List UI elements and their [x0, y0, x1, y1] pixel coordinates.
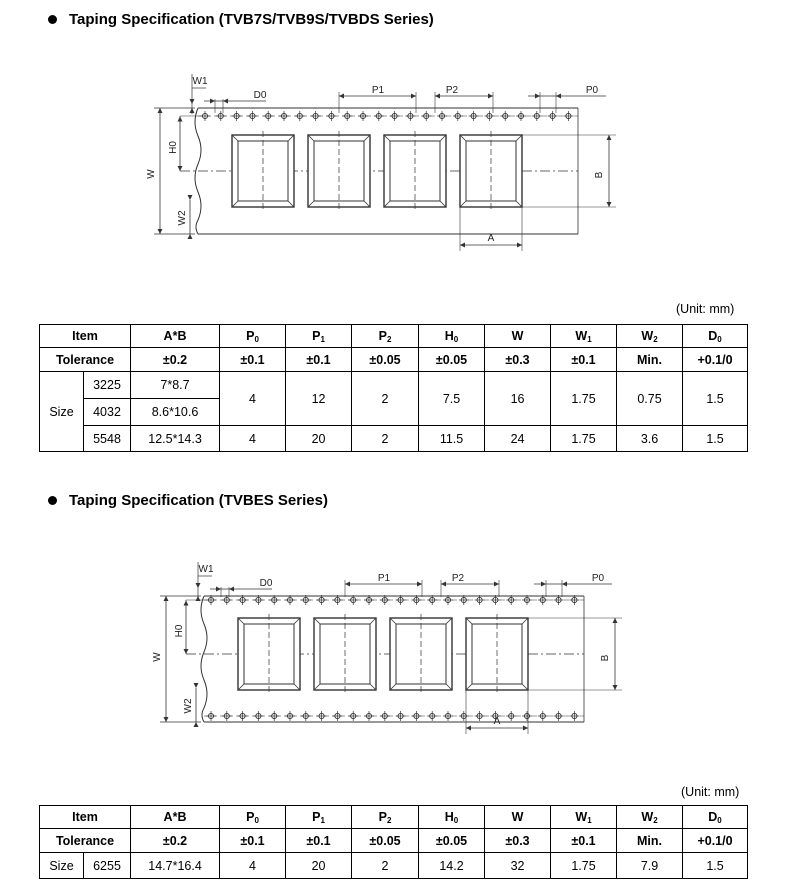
tolerance-w: ±0.3: [485, 829, 551, 853]
label-w: W: [152, 652, 163, 662]
cell-w2: 7.9: [617, 853, 683, 879]
cell-w: 24: [485, 426, 551, 452]
cell-h0: 14.2: [419, 853, 485, 879]
label-h0: H0: [168, 141, 179, 154]
tolerance-w2: Min.: [617, 829, 683, 853]
arrowhead: [339, 94, 344, 99]
cell-p2: 2: [352, 426, 419, 452]
label-w2: W2: [177, 210, 188, 226]
size-ab: 14.7*16.4: [131, 853, 220, 879]
arrowhead: [164, 596, 169, 601]
header-w2: $W_2$: [617, 806, 683, 829]
arrowhead: [188, 195, 193, 200]
size-code: 3225: [84, 372, 131, 399]
tolerance-p2: ±0.05: [352, 829, 419, 853]
arrowhead: [607, 202, 612, 207]
arrowhead: [523, 726, 528, 731]
header-item: Item: [40, 325, 131, 348]
cell-w: 16: [485, 372, 551, 426]
arrowhead: [441, 582, 446, 587]
tolerance-h0: ±0.05: [419, 348, 485, 372]
label-p1: P1: [371, 85, 385, 96]
tolerance-d0: +0.1/0: [683, 348, 748, 372]
tolerance-ab: ±0.2: [131, 829, 220, 853]
arrowhead: [607, 135, 612, 140]
arrowhead: [184, 601, 189, 606]
cell-p0: 4: [220, 853, 286, 879]
arrowhead: [556, 94, 561, 99]
label-p0: P0: [585, 85, 599, 96]
label-a: A: [493, 716, 501, 727]
bullet-icon: [48, 496, 57, 505]
label-d0: D0: [259, 578, 273, 589]
section1-title: [48, 11, 434, 28]
cell-w2: 3.6: [617, 426, 683, 452]
cell-p2: 2: [352, 372, 419, 426]
size-code: 4032: [84, 399, 131, 426]
cell-d0: 1.5: [683, 426, 748, 452]
cell-p1: 20: [286, 426, 352, 452]
cell-h0: 11.5: [419, 426, 485, 452]
arrowhead: [178, 166, 183, 171]
header-p0: $P_0$: [220, 325, 286, 348]
header-p0: $P_0$: [220, 806, 286, 829]
arrowhead: [460, 243, 465, 248]
header-p1: $P_1$: [286, 806, 352, 829]
arrowhead: [223, 99, 228, 104]
tolerance-label: Tolerance: [40, 829, 131, 853]
header-p2: $P_2$: [352, 325, 419, 348]
cell-p0: 4: [220, 372, 286, 426]
cell-w: 32: [485, 853, 551, 879]
label-b: B: [600, 654, 611, 662]
section1-unit: (Unit: mm): [676, 302, 735, 316]
cell-w1: 1.75: [551, 853, 617, 879]
cell-p0: 4: [220, 426, 286, 452]
label-d0: D0: [253, 90, 267, 101]
label-h0: H0: [174, 624, 185, 638]
header-h0: $H_0$: [419, 806, 485, 829]
spec-table-2: [39, 805, 748, 879]
arrowhead: [613, 685, 618, 690]
header-p1: $P_1$: [286, 325, 352, 348]
header-d0: $D_0$: [683, 325, 748, 348]
tolerance-w2: Min.: [617, 348, 683, 372]
tolerance-p0: ±0.1: [220, 829, 286, 853]
header-p2: $P_2$: [352, 806, 419, 829]
size-ab: 8.6*10.6: [131, 399, 220, 426]
arrowhead: [517, 243, 522, 248]
section2-unit: (Unit: mm): [681, 785, 740, 799]
size-ab: 12.5*14.3: [131, 426, 220, 452]
size-code: 6255: [84, 853, 131, 879]
cell-p1: 12: [286, 372, 352, 426]
section2-title: [48, 492, 328, 509]
tolerance-p2: ±0.05: [352, 348, 419, 372]
arrowhead: [194, 683, 199, 688]
tolerance-w1: ±0.1: [551, 348, 617, 372]
cell-d0: 1.5: [683, 853, 748, 879]
header-d0: $D_0$: [683, 806, 748, 829]
tape-break-left: [201, 596, 207, 722]
tolerance-p0: ±0.1: [220, 348, 286, 372]
arrowhead: [229, 587, 234, 592]
header-ab: A*B: [131, 806, 220, 829]
arrowhead: [190, 99, 195, 104]
arrowhead: [190, 108, 195, 113]
arrowhead: [494, 582, 499, 587]
arrowhead: [184, 649, 189, 654]
header-ab: A*B: [131, 325, 220, 348]
arrowhead: [562, 582, 567, 587]
label-w2: W2: [183, 698, 194, 714]
header-w1: $W_1$: [551, 325, 617, 348]
bullet-icon: [48, 15, 57, 24]
arrowhead: [541, 582, 546, 587]
header-item: Item: [40, 806, 131, 829]
arrowhead: [178, 117, 183, 122]
header-w1: $W_1$: [551, 806, 617, 829]
size-label: Size: [40, 372, 84, 452]
arrowhead: [345, 582, 350, 587]
size-label: Size: [40, 853, 84, 879]
header-h0: $H_0$: [419, 325, 485, 348]
cell-p1: 20: [286, 853, 352, 879]
header-w2: $W_2$: [617, 325, 683, 348]
cell-p2: 2: [352, 853, 419, 879]
arrowhead: [196, 596, 201, 601]
label-p2: P2: [445, 85, 459, 96]
arrowhead: [164, 717, 169, 722]
cell-w2: 0.75: [617, 372, 683, 426]
arrowhead: [158, 108, 163, 113]
tolerance-w: ±0.3: [485, 348, 551, 372]
section1-title-text: Taping Specification (TVB7S/TVB9S/TVBDS Series): [69, 11, 434, 28]
label-w1: W1: [192, 76, 208, 87]
tolerance-h0: ±0.05: [419, 829, 485, 853]
arrowhead: [417, 582, 422, 587]
spec-table-1: [39, 324, 748, 452]
arrowhead: [488, 94, 493, 99]
cell-h0: 7.5: [419, 372, 485, 426]
arrowhead: [411, 94, 416, 99]
tolerance-p1: ±0.1: [286, 348, 352, 372]
tolerance-ab: ±0.2: [131, 348, 220, 372]
tape-diagram-1: [140, 68, 620, 263]
arrowhead: [194, 722, 199, 727]
tolerance-w1: ±0.1: [551, 829, 617, 853]
arrowhead: [466, 726, 471, 731]
cell-w1: 1.75: [551, 426, 617, 452]
cell-d0: 1.5: [683, 372, 748, 426]
tolerance-p1: ±0.1: [286, 829, 352, 853]
label-p0: P0: [591, 573, 605, 584]
arrowhead: [196, 583, 201, 588]
tape-diagram-2: [146, 556, 626, 751]
arrowhead: [216, 587, 221, 592]
label-w1: W1: [198, 564, 214, 575]
label-a: A: [487, 233, 495, 244]
arrowhead: [210, 99, 215, 104]
section2-title-text: Taping Specification (TVBES Series): [69, 492, 328, 509]
arrowhead: [158, 229, 163, 234]
arrowhead: [435, 94, 440, 99]
size-code: 5548: [84, 426, 131, 452]
arrowhead: [613, 618, 618, 623]
header-w: W: [485, 806, 551, 829]
tolerance-label: Tolerance: [40, 348, 131, 372]
header-w: W: [485, 325, 551, 348]
cell-w1: 1.75: [551, 372, 617, 426]
label-p1: P1: [377, 573, 391, 584]
label-p2: P2: [451, 573, 465, 584]
tolerance-d0: +0.1/0: [683, 829, 748, 853]
size-ab: 7*8.7: [131, 372, 220, 399]
arrowhead: [188, 234, 193, 239]
arrowhead: [535, 94, 540, 99]
label-w: W: [146, 169, 157, 179]
label-b: B: [594, 171, 605, 179]
